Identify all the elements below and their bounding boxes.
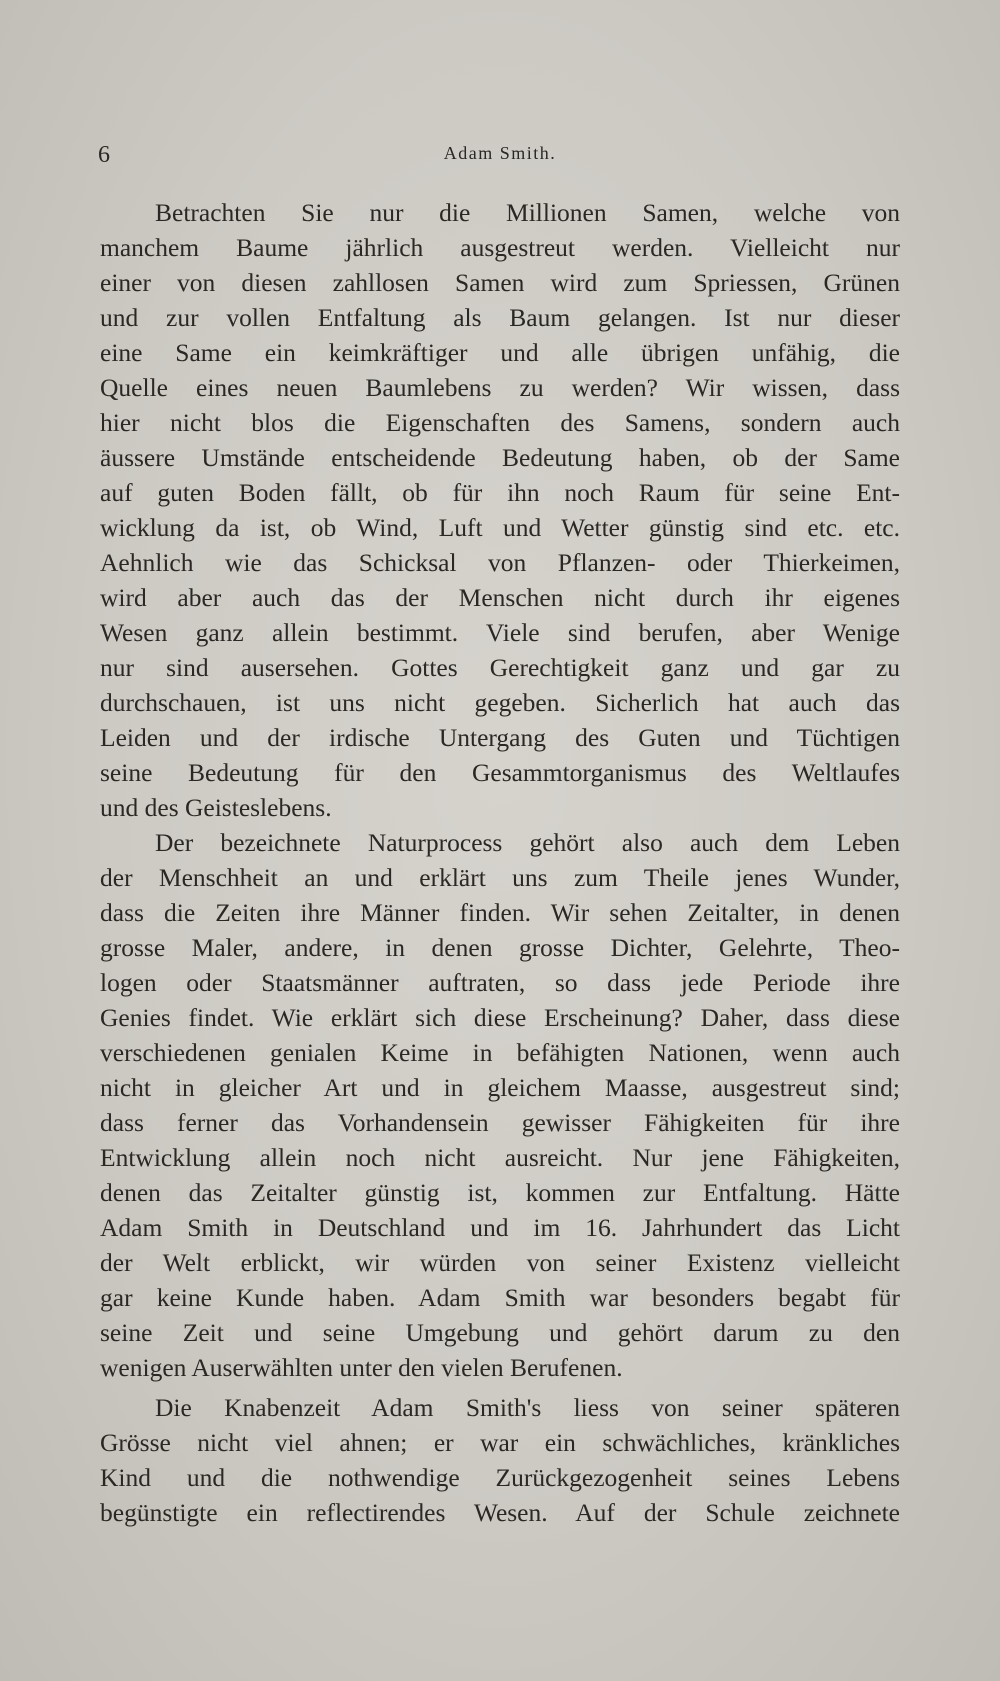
text-line: hier nicht blos die Eigenschaften des Samens, sondern auch: [100, 408, 900, 437]
text-line: manchem Baume jährlich ausgestreut werden. Vielleicht nur: [100, 233, 900, 262]
text-line: der Menschheit an und erklärt uns zum Theile jenes Wunder,: [100, 863, 900, 892]
text-line: einer von diesen zahllosen Samen wird zum Spriessen, Grünen: [100, 268, 900, 297]
text-line: Genies findet. Wie erklärt sich diese Erscheinung? Daher, dass diese: [100, 1003, 900, 1032]
text-line: Betrachten Sie nur die Millionen Samen, welche von: [155, 198, 900, 227]
text-line: Leiden und der irdische Untergang des Guten und Tüchtigen: [100, 723, 900, 752]
text-line: Adam Smith in Deutschland und im 16. Jahrhundert das Licht: [100, 1213, 900, 1242]
text-line: verschiedenen genialen Keime in befähigten Nationen, wenn auch: [100, 1038, 900, 1067]
text-line: gar keine Kunde haben. Adam Smith war besonders begabt für: [100, 1283, 900, 1312]
text-line: wicklung da ist, ob Wind, Luft und Wetter günstig sind etc. etc.: [100, 513, 900, 542]
text-line: seine Bedeutung für den Gesammtorganismus des Weltlaufes: [100, 758, 900, 787]
text-line: der Welt erblickt, wir würden von seiner Existenz vielleicht: [100, 1248, 900, 1277]
text-line: dass ferner das Vorhandensein gewisser Fähigkeiten für ihre: [100, 1108, 900, 1137]
text-line: eine Same ein keimkräftiger und alle übrigen unfähig, die: [100, 338, 900, 367]
text-line: Die Knabenzeit Adam Smith's liess von seiner späteren: [155, 1393, 900, 1422]
text-line: Der bezeichnete Naturprocess gehört also auch dem Leben: [155, 828, 900, 857]
text-line: Kind und die nothwendige Zurückgezogenheit seines Lebens: [100, 1463, 900, 1492]
text-line: und zur vollen Entfaltung als Baum gelangen. Ist nur dieser: [100, 303, 900, 332]
text-line: Grösse nicht viel ahnen; er war ein schwächliches, kränkliches: [100, 1428, 900, 1457]
running-head: Adam Smith.: [443, 143, 557, 163]
text-line: durchschauen, ist uns nicht gegeben. Sicherlich hat auch das: [100, 688, 900, 717]
text-line: seine Zeit und seine Umgebung und gehört darum zu den: [100, 1318, 900, 1347]
text-line: Aehnlich wie das Schicksal von Pflanzen- oder Thierkeimen,: [100, 548, 900, 577]
text-line: nur sind ausersehen. Gottes Gerechtigkeit ganz und gar zu: [100, 653, 900, 682]
text-line: dass die Zeiten ihre Männer finden. Wir sehen Zeitalter, in denen: [100, 898, 900, 927]
text-line: denen das Zeitalter günstig ist, kommen zur Entfaltung. Hätte: [100, 1178, 900, 1207]
text-line: Wesen ganz allein bestimmt. Viele sind berufen, aber Wenige: [100, 618, 900, 647]
text-line: äussere Umstände entscheidende Bedeutung haben, ob der Same: [100, 443, 900, 472]
text-line: und des Geisteslebens.: [100, 793, 332, 822]
text-line: grosse Maler, andere, in denen grosse Dichter, Gelehrte, Theo-: [100, 933, 900, 962]
text-line: Quelle eines neuen Baumlebens zu werden? Wir wissen, dass: [100, 373, 900, 402]
text-line: wird aber auch das der Menschen nicht durch ihr eigenes: [100, 583, 900, 612]
page-number: 6: [98, 142, 110, 168]
text-line: begünstigte ein reflectirendes Wesen. Auf der Schule zeichnete: [100, 1498, 900, 1527]
text-line: logen oder Staatsmänner auftraten, so dass jede Periode ihre: [100, 968, 900, 997]
text-line: auf guten Boden fällt, ob für ihn noch Raum für seine Ent-: [100, 478, 900, 507]
text-line: wenigen Auserwählten unter den vielen Berufenen.: [100, 1353, 623, 1382]
text-line: nicht in gleicher Art und in gleichem Maasse, ausgestreut sind;: [100, 1073, 900, 1102]
text-line: Entwicklung allein noch nicht ausreicht. Nur jene Fähigkeiten,: [100, 1143, 900, 1172]
